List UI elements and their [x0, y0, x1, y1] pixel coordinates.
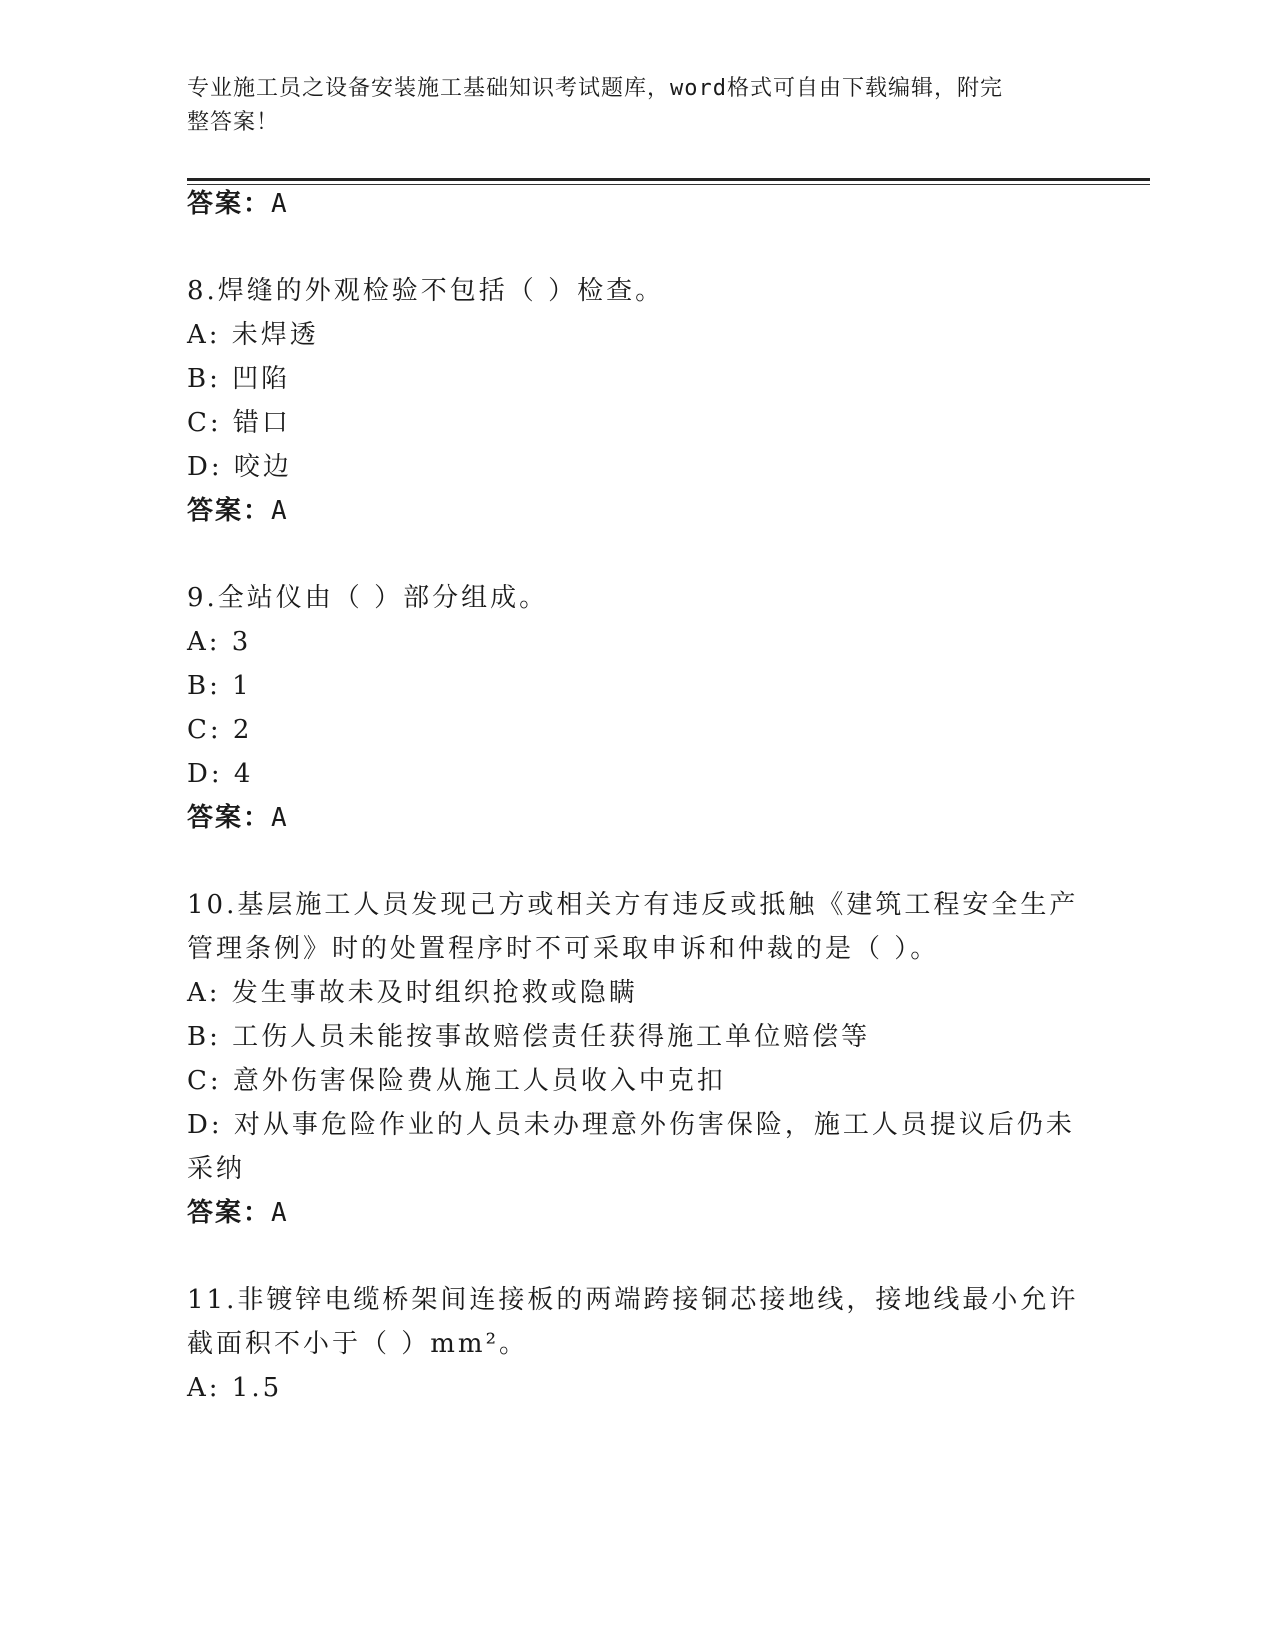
answer-label: 答案： [187, 1198, 272, 1228]
question-8-option-a: A: 未焊透 [187, 320, 319, 350]
question-11-option-a: A: 1.5 [187, 1373, 283, 1403]
page-header [187, 72, 1067, 140]
question-9-option-d: D: 4 [187, 759, 254, 789]
question-11-stem-line-1: 11.非镀锌电缆桥架间连接板的两端跨接铜芯接地线，接地线最小允许 [187, 1285, 1079, 1315]
answer-value: A [271, 189, 289, 219]
answer-value: A [271, 803, 289, 833]
answer-value: A [271, 1198, 289, 1228]
question-11-stem-line-2: 截面积不小于（ ）mm²。 [187, 1329, 528, 1359]
question-8-stem: 8.焊缝的外观检验不包括（ ）检查。 [187, 276, 665, 306]
question-10-option-c: C: 意外伤害保险费从施工人员收入中克扣 [187, 1066, 726, 1096]
question-10-option-a: A: 发生事故未及时组织抢救或隐瞒 [187, 978, 638, 1008]
question-9-stem: 9.全站仪由（ ）部分组成。 [187, 583, 549, 613]
answer-label: 答案： [187, 496, 272, 526]
answer-line-prev [187, 181, 1087, 227]
question-9-answer [187, 795, 1087, 841]
answer-value: A [271, 496, 289, 526]
question-8-answer [187, 488, 1087, 534]
question-10-stem-line-1: 10.基层施工人员发现己方或相关方有违反或抵触《建筑工程安全生产 [187, 890, 1079, 920]
question-10-option-d-line-2: 采纳 [187, 1154, 246, 1184]
question-9-option-b: B: 1 [187, 671, 252, 701]
question-10-answer [187, 1190, 1087, 1236]
question-8-option-d: D: 咬边 [187, 452, 292, 482]
question-8-option-b: B: 凹陷 [187, 364, 291, 394]
answer-label: 答案： [187, 189, 272, 219]
question-9-option-c: C: 2 [187, 715, 253, 745]
header-line-2: 整答案！ [187, 110, 280, 135]
question-10-option-d-line-1: D: 对从事危险作业的人员未办理意外伤害保险，施工人员提议后仍未 [187, 1110, 1075, 1140]
question-10-option-b: B: 工伤人员未能按事故赔偿责任获得施工单位赔偿等 [187, 1022, 871, 1052]
header-line-1: 专业施工员之设备安装施工基础知识考试题库，word格式可自由下载编辑，附完 [187, 76, 1003, 101]
question-9-option-a: A: 3 [187, 627, 252, 657]
answer-label: 答案： [187, 803, 272, 833]
question-8-option-c: C: 错口 [187, 408, 291, 438]
question-10-stem-line-2: 管理条例》时的处置程序时不可采取申诉和仲裁的是（ ）。 [187, 934, 940, 964]
